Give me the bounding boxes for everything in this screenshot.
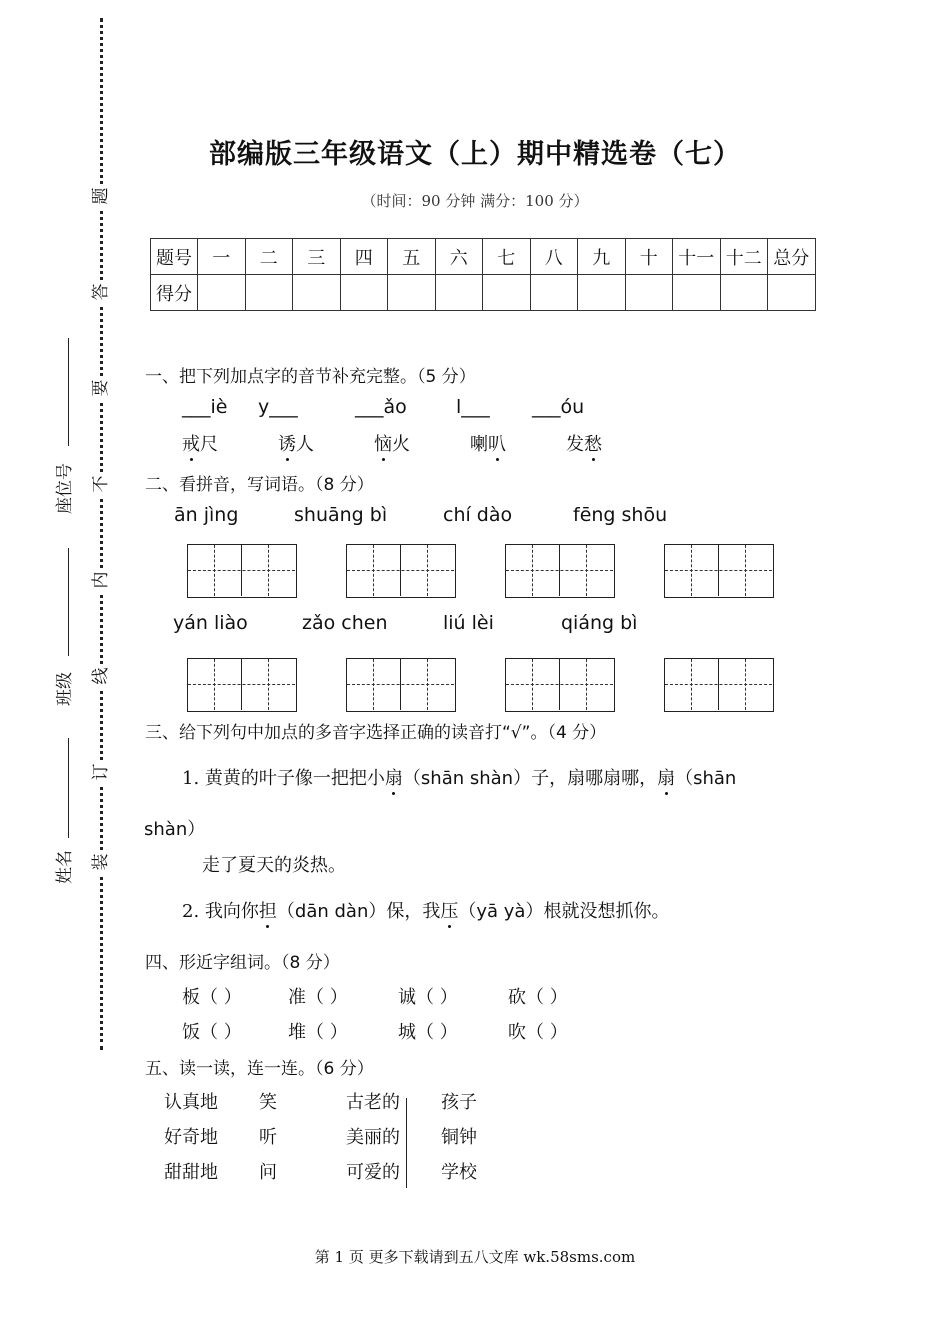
q2-pinyin: fēng shōu	[573, 504, 668, 526]
dotted-char: 叭	[488, 430, 506, 456]
score-input-cell[interactable]	[435, 275, 483, 311]
seal-char-8: 装	[89, 850, 113, 874]
tian-grid-box[interactable]	[346, 658, 456, 712]
q3-sentence-1	[182, 764, 736, 790]
sentence-part: （shān	[675, 768, 737, 789]
q4-item[interactable]: 饭（ ）	[182, 1022, 242, 1043]
q2-pinyin: zǎo chen	[302, 612, 388, 634]
q5-right-adjective[interactable]: 古老的	[346, 1092, 400, 1113]
dotted-char: 担	[259, 897, 277, 923]
tian-grid-box[interactable]	[505, 544, 615, 598]
word-part: 发	[566, 434, 584, 455]
score-cell: 八	[530, 239, 578, 275]
q4-item[interactable]: 诚（ ）	[398, 987, 458, 1008]
q1-word	[278, 430, 314, 456]
q5-right-noun[interactable]: 学校	[441, 1162, 477, 1183]
score-table	[150, 238, 816, 311]
score-cell: 一	[198, 239, 246, 275]
seal-char-5: 内	[89, 568, 113, 592]
dotted-char: 愁	[584, 430, 602, 456]
score-input-cell[interactable]	[483, 275, 531, 311]
score-cell: 十	[625, 239, 673, 275]
score-cell: 二	[245, 239, 293, 275]
name-blank[interactable]	[68, 738, 69, 838]
q5-left-adverb[interactable]: 认真地	[164, 1092, 218, 1113]
binding-dotted-line	[100, 18, 103, 1050]
q1-word	[374, 430, 410, 456]
q2-pinyin: qiáng bì	[561, 612, 638, 634]
class-blank[interactable]	[68, 548, 69, 656]
q5-left-adverb[interactable]: 甜甜地	[164, 1162, 218, 1183]
sentence-part: 1. 黄黄的叶子像一把把小	[182, 768, 385, 789]
q2-pinyin: chí dào	[443, 504, 513, 526]
q1-pinyin: ___óu	[532, 396, 585, 418]
page-footer: 第 1 页 更多下载请到五八文库 wk.58sms.com	[314, 1248, 636, 1266]
seal-char-3: 要	[89, 376, 113, 400]
tian-grid-box[interactable]	[664, 544, 774, 598]
q1-word	[182, 430, 218, 456]
word-part: 火	[392, 434, 410, 455]
score-input-cell[interactable]	[625, 275, 673, 311]
q5-right-noun[interactable]: 孩子	[441, 1092, 477, 1113]
score-input-cell[interactable]	[530, 275, 578, 311]
dotted-char: 压	[440, 897, 458, 923]
q5-left-verb[interactable]: 问	[259, 1162, 277, 1183]
q3-sentence-2	[182, 897, 669, 923]
q3-sentence-1-wrap: shàn）	[144, 819, 206, 840]
q4-item[interactable]: 城（ ）	[398, 1022, 458, 1043]
seal-char-1: 题	[89, 184, 113, 208]
dotted-char: 扇	[657, 764, 675, 790]
seal-char-2: 答	[89, 280, 113, 304]
dotted-char: 戒	[182, 430, 200, 456]
q2-pinyin: liú lèi	[443, 612, 494, 634]
exam-time-score: （时间：90 分钟 满分：100 分）	[361, 192, 589, 210]
seal-char-6: 线	[89, 664, 113, 688]
dotted-char: 扇	[385, 764, 403, 790]
score-cell: 九	[578, 239, 626, 275]
seal-char-4: 不	[89, 472, 113, 496]
score-cell: 四	[340, 239, 388, 275]
q1-pinyin: l___	[456, 396, 490, 418]
q2-heading: 二、看拼音，写词语。（8 分）	[145, 475, 374, 495]
score-input-cell[interactable]	[388, 275, 436, 311]
score-row-label: 得分	[151, 275, 198, 311]
q2-pinyin: ān jìng	[174, 504, 239, 526]
q1-heading: 一、把下列加点字的音节补充完整。（5 分）	[145, 367, 476, 387]
score-cell: 六	[435, 239, 483, 275]
q1-word	[566, 430, 602, 456]
q1-pinyin: ___ǎo	[355, 396, 407, 418]
score-cell: 三	[293, 239, 341, 275]
q1-pinyin: y___	[258, 396, 298, 418]
word-part: 喇	[470, 434, 488, 455]
tian-grid-box[interactable]	[505, 658, 615, 712]
q3-sentence-1-end: 走了夏天的炎热。	[202, 855, 346, 876]
score-cell: 总分	[768, 239, 816, 275]
q4-item[interactable]: 砍（ ）	[508, 987, 568, 1008]
q5-left-verb[interactable]: 笑	[259, 1092, 277, 1113]
q4-item[interactable]: 堆（ ）	[288, 1022, 348, 1043]
sentence-part: （dān dàn）保，我	[276, 901, 441, 922]
score-cell: 十一	[673, 239, 721, 275]
score-input-cell[interactable]	[720, 275, 768, 311]
tian-grid-box[interactable]	[664, 658, 774, 712]
score-input-cell[interactable]	[768, 275, 816, 311]
tian-grid-box[interactable]	[346, 544, 456, 598]
tian-grid-box[interactable]	[187, 658, 297, 712]
tian-grid-box[interactable]	[187, 544, 297, 598]
sentence-part: 2. 我向你	[182, 901, 259, 922]
class-label: 班级	[55, 672, 75, 706]
score-cell: 十二	[720, 239, 768, 275]
q4-heading: 四、形近字组词。（8 分）	[145, 953, 340, 973]
dotted-char: 恼	[374, 430, 392, 456]
score-input-cell[interactable]	[198, 275, 246, 311]
seal-char-7: 订	[89, 760, 113, 784]
seat-number-label: 座位号	[55, 463, 75, 514]
q1-word	[470, 430, 506, 456]
dotted-char: 诱	[278, 430, 296, 456]
q5-right-noun[interactable]: 铜钟	[441, 1127, 477, 1148]
q2-pinyin: shuāng bì	[294, 504, 388, 526]
q4-item[interactable]: 准（ ）	[288, 987, 348, 1008]
q3-heading: 三、给下列句中加点的多音字选择正确的读音打“√”。（4 分）	[145, 723, 607, 743]
q5-left-adverb[interactable]: 好奇地	[164, 1127, 218, 1148]
sentence-part: （shān shàn）子，扇哪扇哪，	[402, 768, 658, 789]
name-label: 姓名	[55, 850, 75, 884]
q2-pinyin: yán liào	[173, 612, 248, 634]
score-cell: 题号	[151, 239, 198, 275]
q1-pinyin: ___iè	[182, 396, 228, 418]
score-input-cell[interactable]	[293, 275, 341, 311]
q5-divider-line	[406, 1098, 407, 1188]
word-part: 人	[296, 434, 314, 455]
score-input-cell[interactable]	[578, 275, 626, 311]
q4-item[interactable]: 板（ ）	[182, 987, 242, 1008]
q4-item[interactable]: 吹（ ）	[508, 1022, 568, 1043]
sentence-part: （yā yà）根就没想抓你。	[458, 901, 670, 922]
seat-number-blank[interactable]	[68, 338, 69, 446]
score-input-cell[interactable]	[340, 275, 388, 311]
score-cell: 五	[388, 239, 436, 275]
score-cell: 七	[483, 239, 531, 275]
q5-right-adjective[interactable]: 美丽的	[346, 1127, 400, 1148]
q5-left-verb[interactable]: 听	[259, 1127, 277, 1148]
score-table-header-row	[151, 239, 816, 275]
page-title: 部编版三年级语文（上）期中精选卷（七）	[209, 139, 741, 170]
score-input-cell[interactable]	[245, 275, 293, 311]
q5-right-adjective[interactable]: 可爱的	[346, 1162, 400, 1183]
q5-heading: 五、读一读，连一连。（6 分）	[145, 1059, 374, 1079]
word-part: 尺	[200, 434, 218, 455]
score-input-cell[interactable]	[673, 275, 721, 311]
score-table-score-row	[151, 275, 816, 311]
